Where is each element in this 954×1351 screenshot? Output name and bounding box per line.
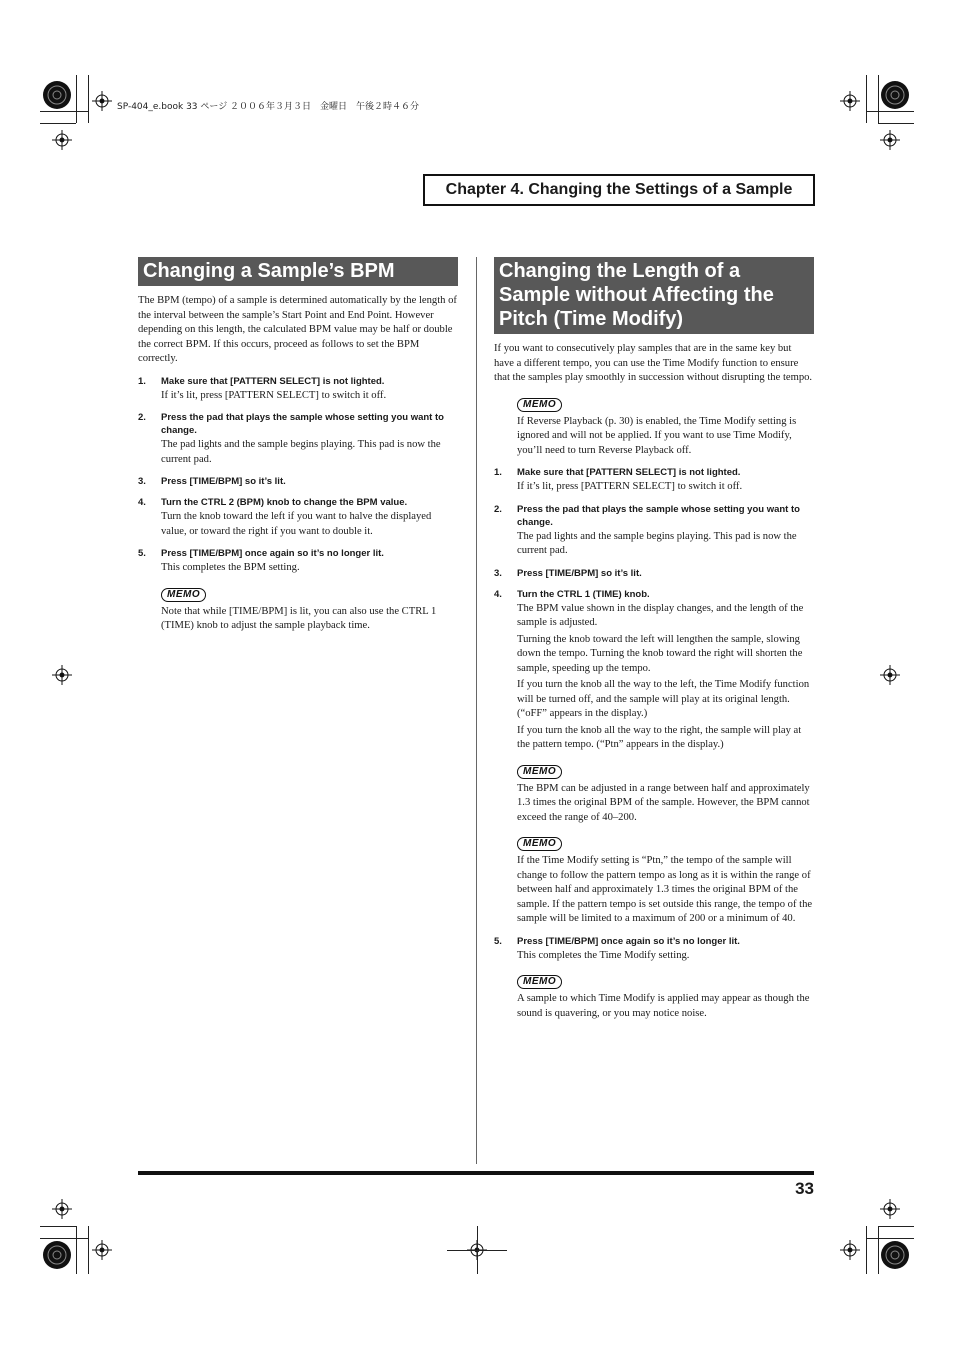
section-intro: The BPM (tempo) of a sample is determined automatically by the length of the interval between the sample’s Start Point and End Point. However depending on this length, the calculated BPM value may be half or double the correct BPM. If this occurs, proceed as follows to set the BPM correctly. [138, 295, 457, 364]
step-heading: Press [TIME/BPM] so it’s lit. [517, 567, 642, 579]
step-2 [138, 411, 458, 467]
page-number: 33 [795, 1179, 814, 1198]
crop-mark [878, 1226, 914, 1227]
registration-rosette-icon [42, 1240, 72, 1270]
registration-crosshair-icon [52, 1199, 72, 1219]
registration-rosette-icon [880, 80, 910, 110]
step-heading: Make sure that [PATTERN SELECT] is not lighted. [517, 467, 741, 478]
step-number: 1. [494, 467, 502, 478]
step-heading: Turn the CTRL 1 (TIME) knob. [517, 588, 650, 600]
step-body: If you turn the knob all the way to the left, the Time Modify function will be turned off, and the sample will play at its original length. (“oFF” appears in the display.) [517, 679, 810, 719]
step-body: This completes the Time Modify setting. [517, 949, 690, 961]
step-body: If you turn the knob all the way to the right, the sample will play at the pattern tempo. (“Ptn” appears in the display.) [517, 724, 802, 750]
crop-mark [866, 1226, 867, 1274]
step-heading: Make sure that [PATTERN SELECT] is not lighted. [161, 375, 385, 387]
step-body: The pad lights and the sample begins playing. This pad is now the current pad. [517, 530, 797, 556]
step-4 [494, 588, 814, 753]
section-title-line: Sample without Affecting the [499, 284, 774, 306]
step-number: 3. [138, 476, 146, 487]
memo-note [517, 761, 814, 826]
crop-mark [866, 111, 914, 112]
step-heading: Press the pad that plays the sample whose setting you want to change. [517, 503, 800, 528]
step-heading: Press [TIME/BPM] once again so it’s no longer lit. [517, 935, 740, 947]
memo-icon: MEMO [517, 837, 562, 851]
section-title-line: Changing the Length of a [499, 260, 741, 282]
crop-mark [878, 75, 879, 123]
registration-crosshair-icon [880, 1199, 900, 1219]
memo-text: Note that while [TIME/BPM] is lit, you can also use the CTRL 1 (TIME) knob to adjust the sample playback time. [161, 605, 437, 631]
step-body: If it’s lit, press [PATTERN SELECT] to switch it off. [161, 389, 387, 401]
step-heading: Press [TIME/BPM] so it’s lit. [161, 476, 286, 487]
memo-icon: MEMO [517, 975, 562, 989]
step-body: Turning the knob toward the left will lengthen the sample, slowing down the tempo. Turning the knob toward the right will shorten the sample, speeding up the tempo. [517, 633, 803, 674]
step-5 [494, 935, 814, 964]
step-number: 2. [138, 412, 146, 423]
section-intro: If you want to consecutively play samples that are in the same key but have a different tempo, you can use the Time Modify function to ensure that the samples play smoothly in succession without disrupting the tempo. [494, 343, 813, 383]
memo-note [517, 394, 814, 459]
memo-note [161, 584, 458, 634]
crop-mark [866, 75, 867, 123]
registration-crosshair-icon [840, 1240, 860, 1260]
crop-mark [40, 1238, 88, 1239]
step-4 [138, 496, 458, 539]
crop-mark [477, 1226, 478, 1274]
registration-crosshair-icon [52, 130, 72, 150]
step-body: The BPM value shown in the display changes, and the length of the sample is adjusted. [517, 602, 804, 628]
memo-text: A sample to which Time Modify is applied may appear as though the sound is quavering, or you may notice noise. [517, 993, 810, 1019]
memo-icon: MEMO [161, 588, 206, 602]
step-number: 4. [138, 497, 146, 508]
step-2 [494, 503, 814, 559]
step-number: 3. [494, 567, 502, 579]
memo-text: If Reverse Playback (p. 30) is enabled, the Time Modify setting is ignored and will not be applied. If you want to use Time Modify, you’ll need to turn Reverse Playback off. [517, 415, 797, 456]
registration-crosshair-icon [880, 130, 900, 150]
step-body: This completes the BPM setting. [161, 562, 300, 573]
step-body: Turn the knob toward the left if you want to halve the displayed value, or toward the right if you want to double it. [161, 511, 432, 537]
memo-text: The BPM can be adjusted in a range between half and approximately 1.3 times the original BPM of the sample. However, the BPM cannot exceed the range of 40–200. [517, 782, 810, 823]
chapter-header: Chapter 4. Changing the Settings of a Sample [423, 174, 815, 206]
memo-icon: MEMO [517, 398, 562, 412]
registration-crosshair-icon [880, 665, 900, 685]
registration-rosette-icon [42, 80, 72, 110]
step-1 [138, 375, 458, 404]
crop-mark [76, 75, 77, 123]
left-section [138, 257, 458, 634]
step-body: The pad lights and the sample begins playing. This pad is now the current pad. [161, 439, 441, 465]
column-divider [476, 257, 477, 1164]
step-3 [138, 475, 458, 488]
crop-mark [76, 1226, 77, 1274]
memo-icon: MEMO [517, 765, 562, 779]
section-title: Changing a Sample’s BPM [138, 257, 458, 286]
section-title-line: Pitch (Time Modify) [499, 308, 684, 330]
registration-crosshair-icon [840, 91, 860, 111]
step-body: If it’s lit, press [PATTERN SELECT] to switch it off. [517, 481, 743, 492]
step-number: 1. [138, 375, 146, 387]
step-heading: Press the pad that plays the sample whose setting you want to change. [161, 412, 444, 436]
memo-text: If the Time Modify setting is “Ptn,” the tempo of the sample will change to follow the pattern tempo as long as it is within the range of between half and approximately 1.3 times the original BPM of the sample. If the pattern tempo is set outside this range, the tempo of the sample will be limited to a maximum of 200 or a minimum of 40. [517, 855, 813, 924]
step-number: 5. [138, 548, 146, 559]
crop-mark [88, 1226, 89, 1274]
step-heading: Press [TIME/BPM] once again so it’s no longer lit. [161, 548, 384, 559]
step-3 [494, 567, 814, 580]
step-number: 5. [494, 935, 502, 947]
step-number: 2. [494, 503, 502, 515]
registration-crosshair-icon [92, 91, 112, 111]
crop-mark [40, 111, 88, 112]
print-file-info: SP-404_e.book 33 ページ ２００６年３月３日 金曜日 午後２時４６分 [117, 102, 420, 112]
section-title [494, 257, 814, 334]
crop-mark [878, 1226, 879, 1274]
step-5 [138, 547, 458, 576]
registration-crosshair-icon [52, 665, 72, 685]
crop-mark [40, 123, 76, 124]
step-heading: Turn the CTRL 2 (BPM) knob to change the BPM value. [161, 497, 408, 508]
registration-crosshair-icon [92, 1240, 112, 1260]
crop-mark [40, 1226, 76, 1227]
memo-note [517, 833, 814, 927]
crop-mark [88, 75, 89, 123]
crop-mark [878, 123, 914, 124]
right-section [494, 257, 814, 1021]
crop-mark [866, 1238, 914, 1239]
footer-rule [138, 1171, 814, 1175]
registration-rosette-icon [880, 1240, 910, 1270]
step-number: 4. [494, 588, 502, 600]
memo-note [517, 971, 814, 1021]
step-1 [494, 466, 814, 495]
